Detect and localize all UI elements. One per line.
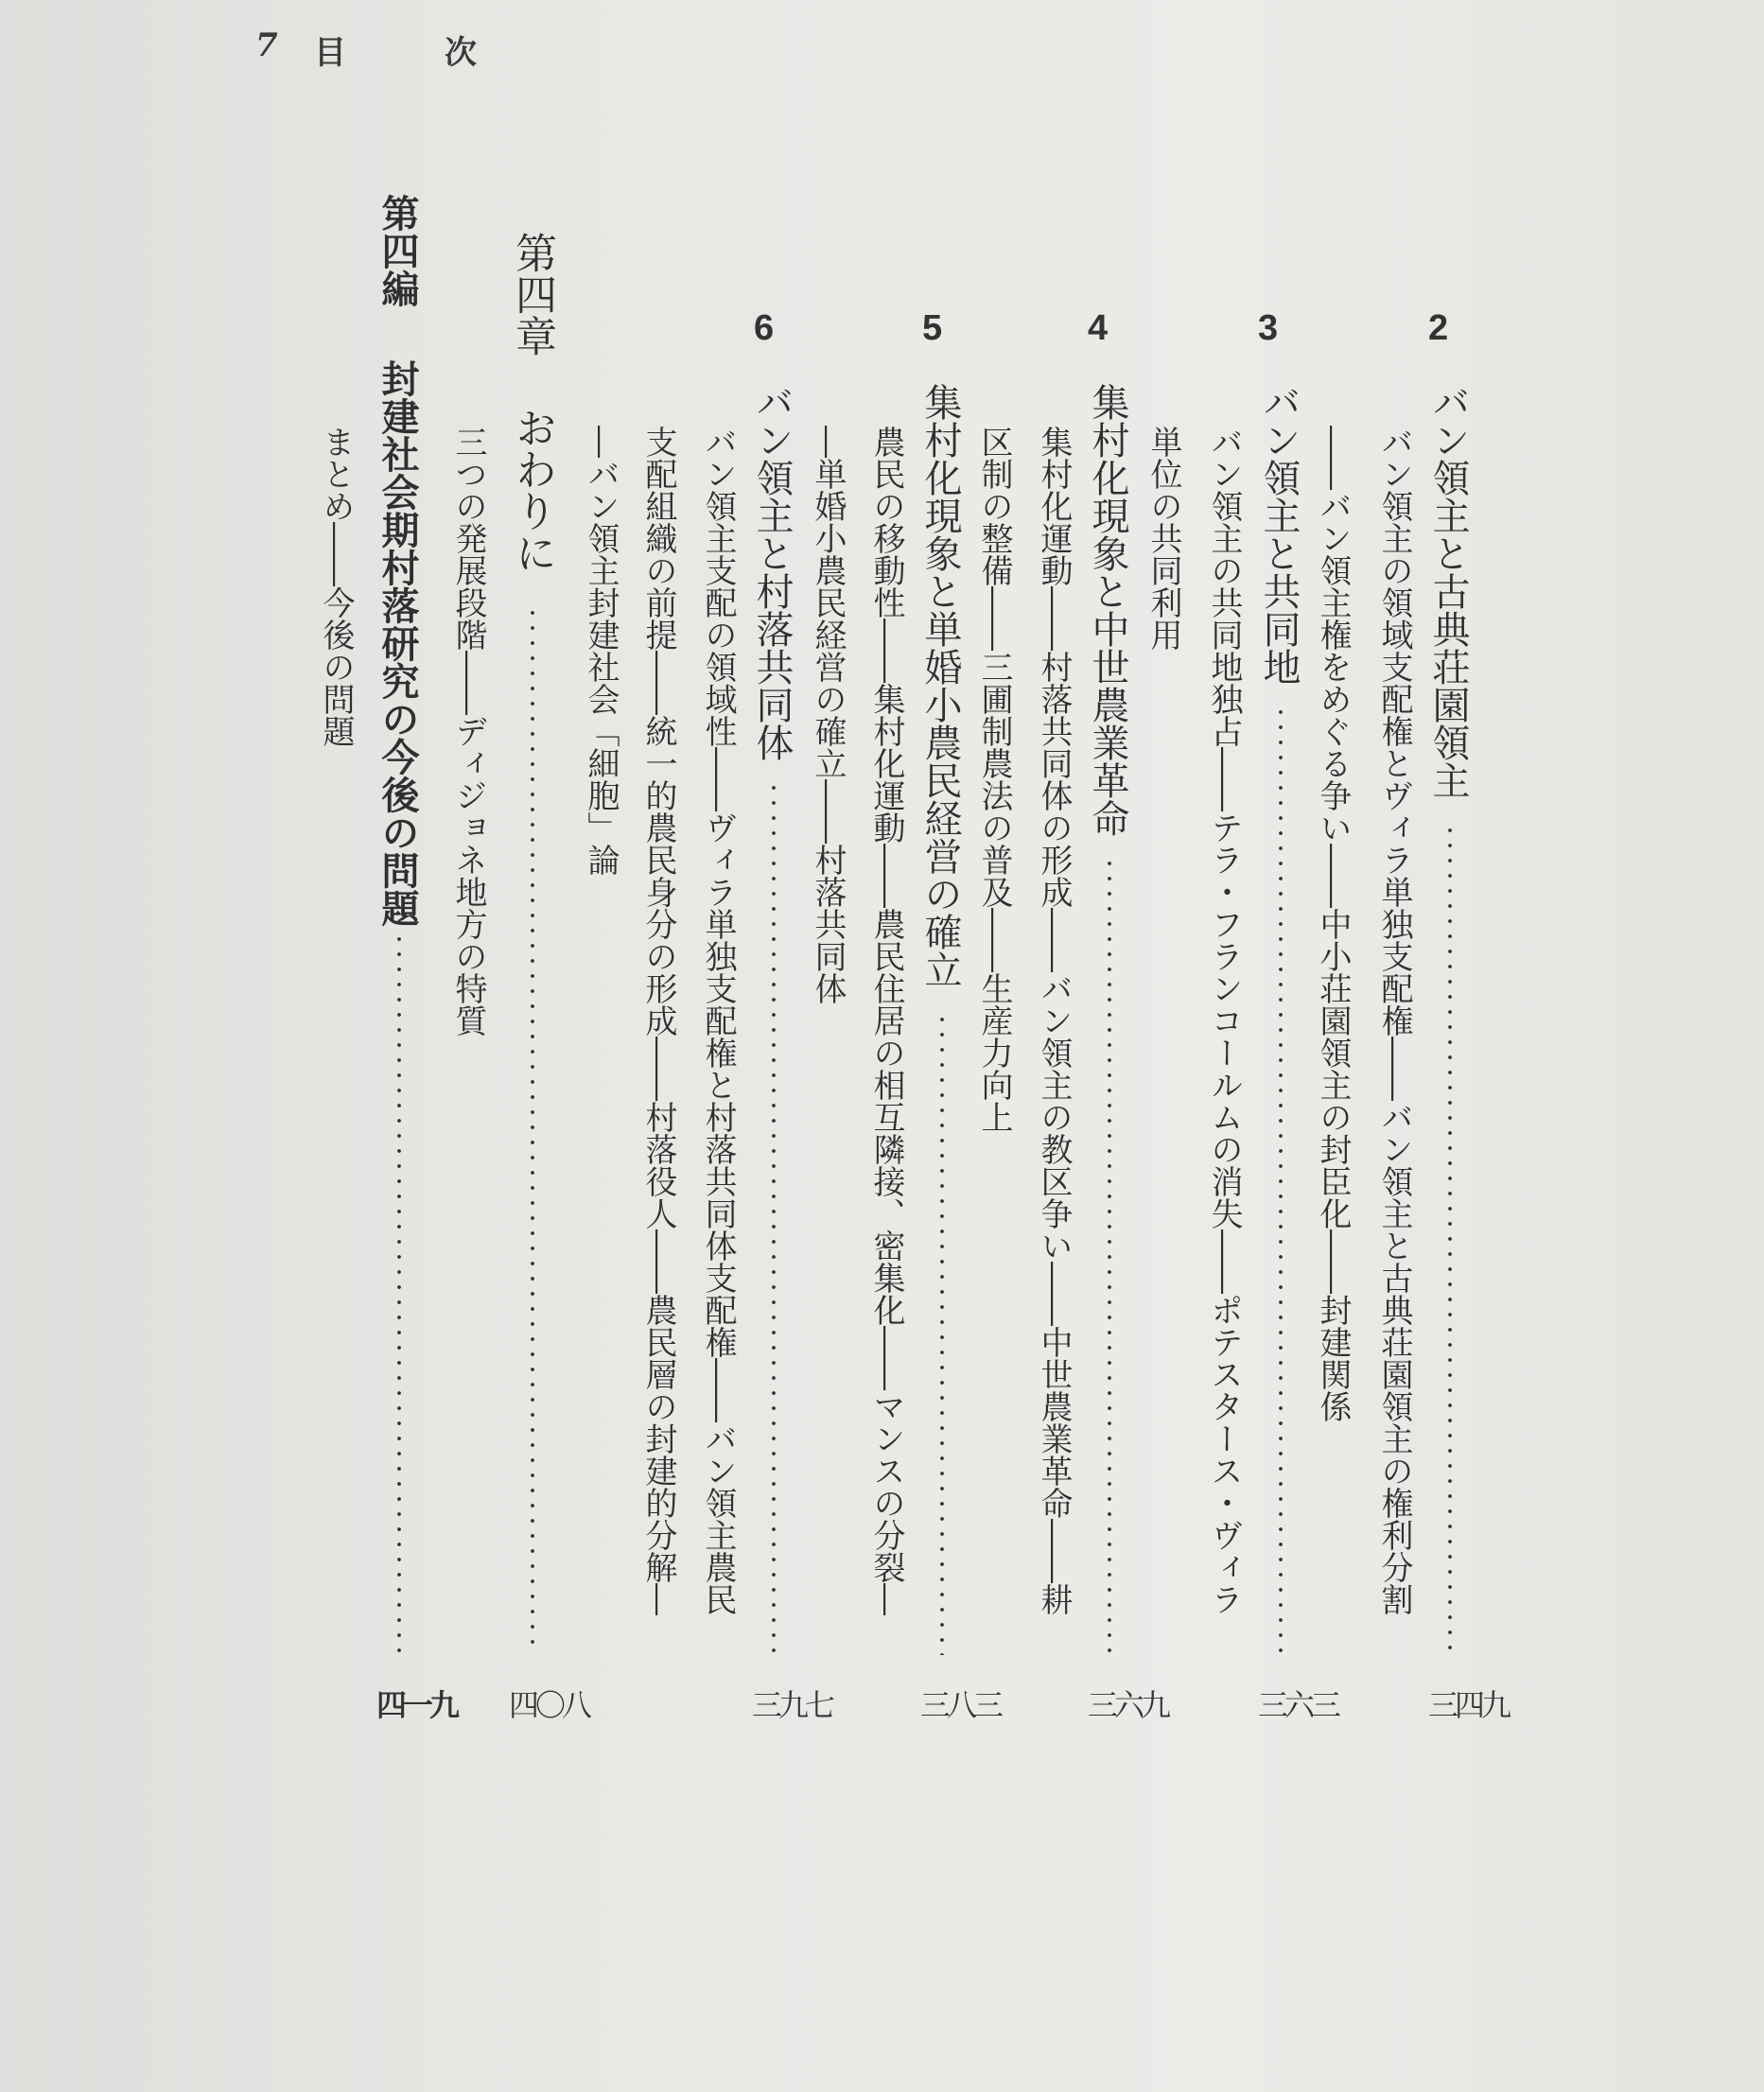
part-title: 封建社会期村落研究の今後の問題	[376, 359, 420, 927]
section-page-5: 三八三	[920, 1687, 1001, 1723]
section-title-4: 集村化現象と中世農業革命	[1086, 383, 1129, 837]
section-subtitle-2a: バン領主の領域支配権とヴィラ単独支配権――バン領主と古典荘園領主の権利分割	[1375, 426, 1413, 1615]
leader-dots	[939, 1012, 945, 1655]
section-page-6: 三九七	[752, 1687, 832, 1723]
section-subtitle-6b: 支配組織の前提――統一的農民身分の形成――村落役人――農民層の封建的分解―	[639, 426, 677, 1615]
section-title-6: バン領主と村落共同体	[750, 383, 794, 761]
section-subtitle-3b: 単位の共同利用	[1144, 426, 1182, 651]
chapter-subtitle: 三つの発展段階――ディジョネ地方の特質	[449, 426, 487, 1037]
leader-dots	[530, 605, 535, 1655]
leader-dots	[1447, 823, 1453, 1655]
part-label: 第四編	[376, 194, 420, 307]
header-title-char-2: 次	[445, 34, 477, 72]
section-subtitle-4b: 区制の整備――三圃制農法の普及――生産力向上	[975, 426, 1013, 1133]
section-number-3: 3	[1258, 308, 1279, 348]
section-number-2: 2	[1428, 308, 1449, 348]
section-number-5: 5	[922, 308, 943, 348]
section-number-6: 6	[754, 308, 775, 348]
chapter-page: 四〇八	[509, 1687, 589, 1723]
section-title-5: 集村化現象と単婚小農民経営の確立	[918, 383, 962, 988]
section-subtitle-3a: バン領主の共同地独占――テラ・フランコールムの消失――ポテスタース・ヴィラ	[1205, 426, 1243, 1615]
leader-dots	[1107, 856, 1112, 1655]
part-subtitle: まとめ――今後の問題	[317, 426, 355, 747]
section-subtitle-5a: 農民の移動性――集村化運動――農民住居の相互隣接、密集化――マンスの分裂―	[867, 426, 905, 1615]
section-subtitle-4a: 集村化運動――村落共同体の形成――バン領主の教区争い――中世農業革命――耕	[1035, 426, 1073, 1615]
page-number: 7	[255, 26, 278, 64]
section-page-3: 三六三	[1258, 1687, 1338, 1723]
section-title-3: バン領主と共同地	[1257, 383, 1301, 686]
section-subtitle-6c: ―バン領主封建社会「細胞」論	[582, 426, 620, 876]
section-title-2: バン領主と古典荘園領主	[1426, 383, 1470, 799]
part-page: 四一九	[376, 1687, 457, 1723]
header-title-char-1: 目	[314, 34, 346, 72]
leader-dots	[396, 932, 402, 1655]
section-page-2: 三四九	[1428, 1687, 1509, 1723]
section-subtitle-6a: バン領主支配の領域性――ヴィラ単独支配権と村落共同体支配権――バン領主農民	[699, 426, 737, 1615]
section-number-4: 4	[1088, 308, 1109, 348]
section-page-4: 三六九	[1088, 1687, 1168, 1723]
leader-dots	[1278, 705, 1284, 1655]
chapter-title: おわりに	[508, 407, 556, 573]
section-subtitle-2b: ――バン領主権をめぐる争い――中小荘園領主の封臣化――封建関係	[1314, 426, 1352, 1422]
section-subtitle-5b: ―単婚小農民経営の確立――村落共同体	[809, 426, 847, 1004]
chapter-label: 第四章	[508, 232, 556, 357]
leader-dots	[771, 780, 777, 1655]
